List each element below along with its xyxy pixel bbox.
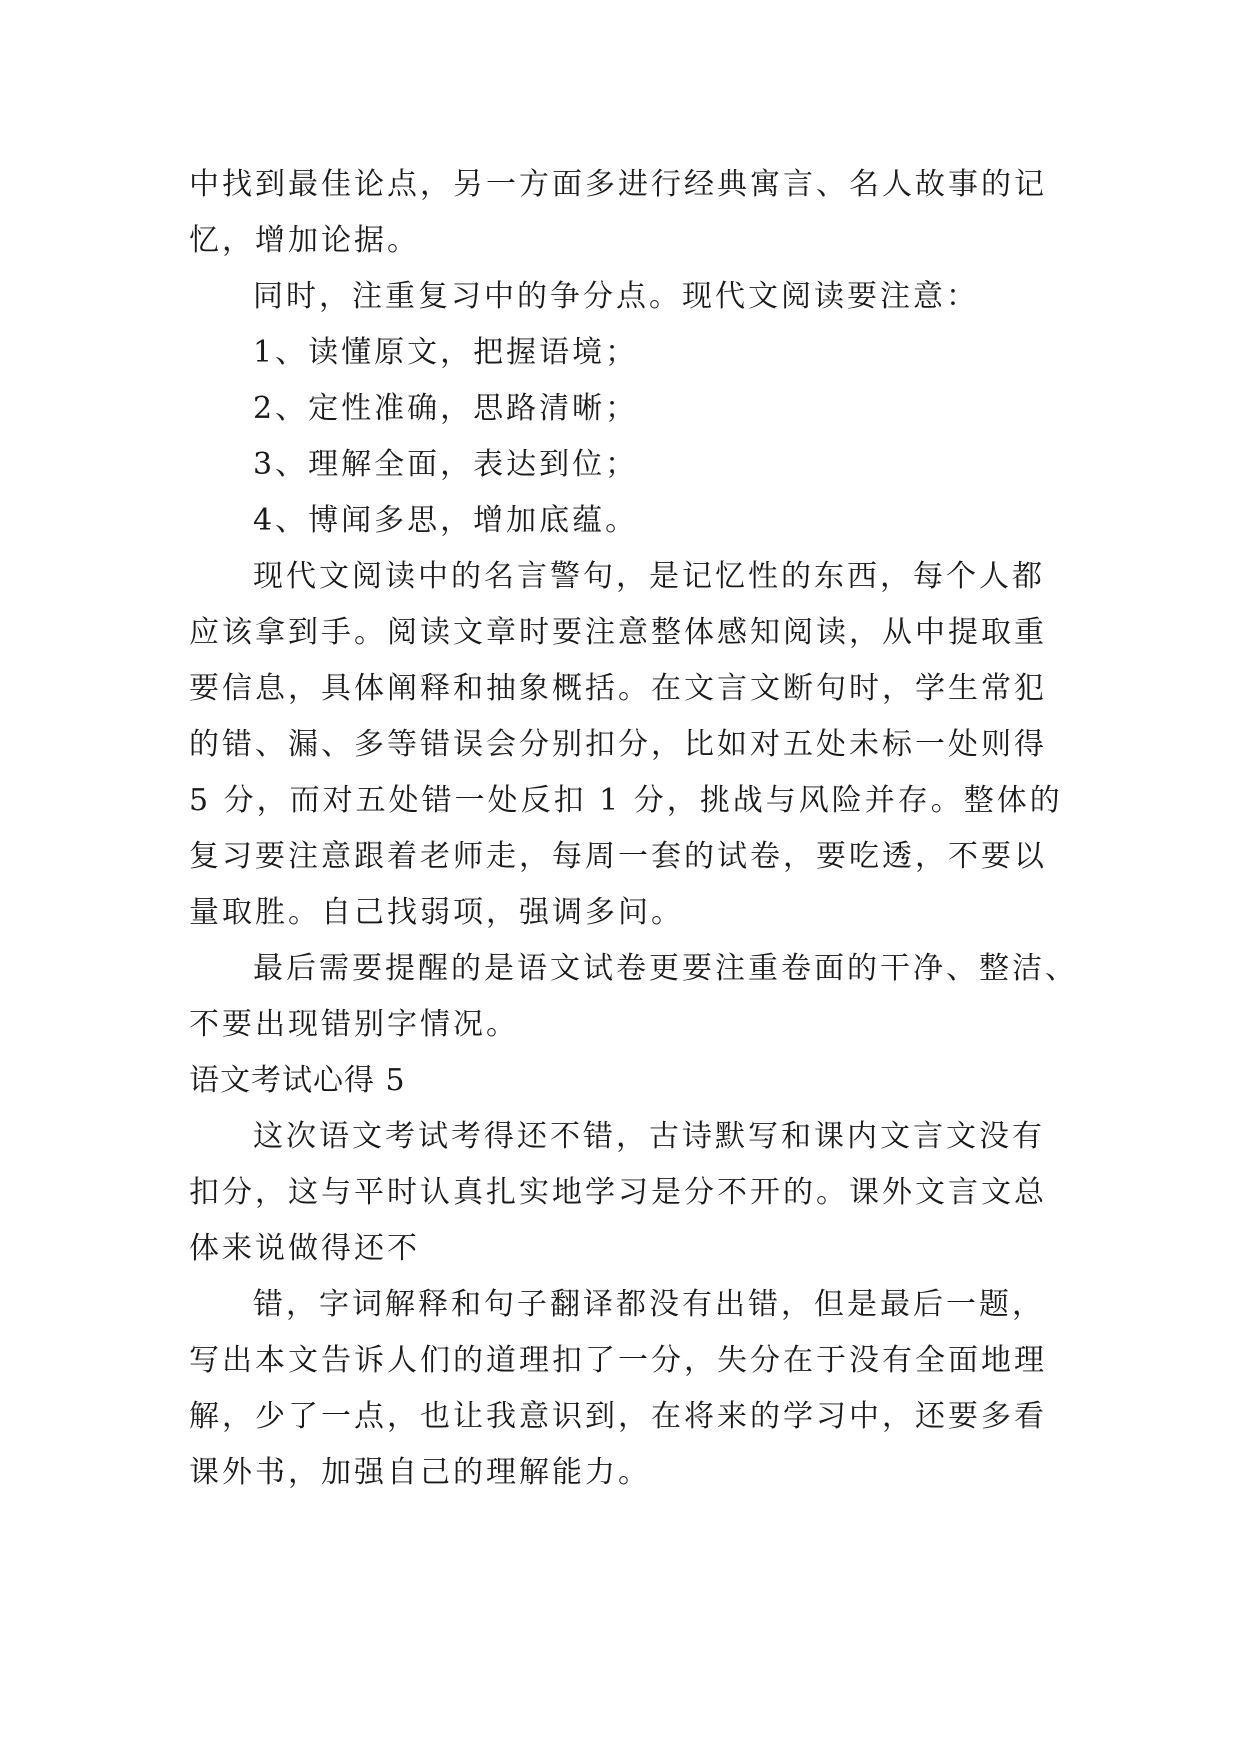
paragraph-line: 最后需要提醒的是语文试卷更要注重卷面的干净、整洁、	[253, 951, 1078, 986]
list-item: 1、读懂原文，把握语境；	[253, 335, 639, 370]
paragraph-line: 错，字词解释和句子翻译都没有出错，但是最后一题，	[253, 1287, 1045, 1322]
paragraph-line: 应该拿到手。阅读文章时要注意整体感知阅读，从中提取重	[189, 615, 1047, 650]
list-item: 4、博闻多思，增加底蕴。	[253, 503, 639, 538]
paragraph-line: 写出本文告诉人们的道理扣了一分，失分在于没有全面地理	[189, 1343, 1047, 1378]
section-heading: 语文考试心得 5	[189, 1063, 406, 1098]
paragraph-line: 体来说做得还不	[189, 1231, 420, 1266]
paragraph-line: 中找到最佳论点，另一方面多进行经典寓言、名人故事的记	[189, 167, 1047, 202]
paragraph-line: 的错、漏、多等错误会分别扣分，比如对五处未标一处则得	[189, 727, 1047, 762]
paragraph-line: 同时，注重复习中的争分点。现代文阅读要注意：	[253, 279, 979, 314]
paragraph-line: 扣分，这与平时认真扎实地学习是分不开的。课外文言文总	[189, 1175, 1047, 1210]
list-item: 2、定性准确，思路清晰；	[253, 391, 639, 426]
paragraph-line: 量取胜。自己找弱项，强调多问。	[189, 895, 684, 930]
paragraph-line: 课外书，加强自己的理解能力。	[189, 1455, 651, 1490]
paragraph-line: 复习要注意跟着老师走，每周一套的试卷，要吃透，不要以	[189, 839, 1047, 874]
paragraph-line: 5 分，而对五处错一处反扣 1 分，挑战与风险并存。整体的	[189, 783, 1063, 818]
list-item: 3、理解全面，表达到位；	[253, 447, 639, 482]
paragraph-line: 解，少了一点，也让我意识到，在将来的学习中，还要多看	[189, 1399, 1047, 1434]
paragraph-line: 现代文阅读中的名言警句，是记忆性的东西，每个人都	[253, 559, 1045, 594]
paragraph-line: 要信息，具体阐释和抽象概括。在文言文断句时，学生常犯	[189, 671, 1047, 706]
paragraph-line: 不要出现错别字情况。	[189, 1007, 519, 1042]
paragraph-line: 这次语文考试考得还不错，古诗默写和课内文言文没有	[253, 1119, 1045, 1154]
paragraph-line: 忆，增加论据。	[189, 223, 420, 258]
